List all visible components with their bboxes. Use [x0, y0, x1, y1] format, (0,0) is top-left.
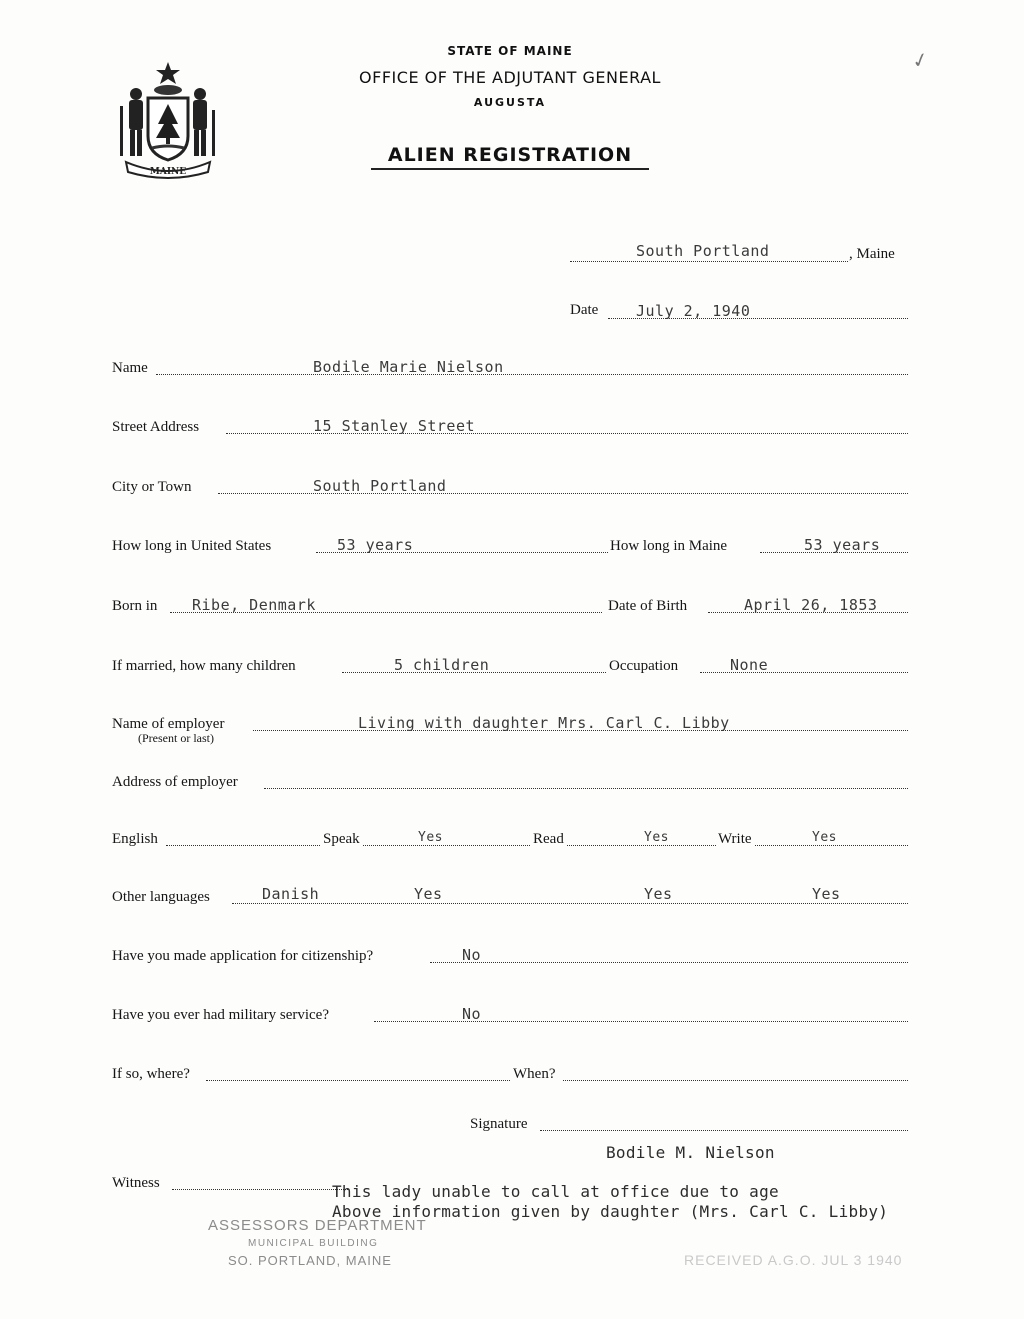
when-dots	[563, 1080, 908, 1081]
place-dots	[570, 261, 848, 262]
street-value: 15 Stanley Street	[313, 417, 476, 435]
header-office: OFFICE OF THE ADJUTANT GENERAL	[359, 68, 661, 87]
place-value: South Portland	[636, 242, 770, 260]
maine-years-value: 53 years	[804, 536, 881, 554]
employer-sublabel: (Present or last)	[138, 731, 214, 745]
signature-value: Bodile M. Nielson	[606, 1143, 775, 1162]
street-label: Street Address	[112, 419, 200, 435]
name-value: Bodile Marie Nielson	[313, 358, 504, 376]
stamp-municipal-building: MUNICIPAL BUILDING	[248, 1238, 379, 1249]
occupation-label: Occupation	[609, 658, 679, 674]
children-label: If married, how many children	[112, 658, 296, 674]
other-languages-speak: Yes	[414, 885, 443, 903]
where-label: If so, where?	[112, 1066, 190, 1082]
military-label: Have you ever had military service?	[112, 1007, 329, 1023]
military-value: No	[462, 1005, 482, 1023]
citizenship-dots	[430, 962, 908, 963]
born-in-value: Ribe, Denmark	[192, 596, 316, 614]
other-languages-write: Yes	[812, 885, 841, 903]
english-write-value: Yes	[812, 830, 837, 845]
place-suffix: , Maine	[849, 246, 895, 262]
when-label: When?	[513, 1066, 556, 1082]
english-speak-label: Speak	[323, 831, 360, 847]
note-line-2: Above information given by daughter (Mrs. Carl C. Libby)	[332, 1202, 889, 1221]
header-state: STATE OF MAINE	[447, 44, 573, 58]
employer-address-dots	[264, 788, 908, 789]
signature-label: Signature	[470, 1116, 528, 1132]
other-languages-label: Other languages	[112, 889, 210, 905]
corner-check-mark: ✓	[909, 48, 932, 74]
name-dots	[156, 374, 908, 375]
dob-value: April 26, 1853	[744, 596, 878, 614]
english-read-label: Read	[533, 831, 564, 847]
date-label: Date	[570, 302, 599, 318]
us-years-value: 53 years	[337, 536, 414, 554]
witness-label: Witness	[112, 1175, 160, 1191]
us-years-label: How long in United States	[112, 538, 272, 554]
occupation-value: None	[730, 656, 769, 674]
note-line-1: This lady unable to call at office due to age	[332, 1182, 779, 1201]
employer-label: Name of employer	[112, 716, 225, 732]
english-write-label: Write	[718, 831, 752, 847]
english-label: English	[112, 831, 158, 847]
other-languages-dots	[232, 903, 908, 904]
witness-dots	[172, 1189, 348, 1190]
seal-ribbon-text: MAINE	[149, 167, 187, 177]
where-dots	[206, 1080, 510, 1081]
signature-dots	[540, 1130, 908, 1131]
military-dots	[374, 1021, 908, 1022]
city-value: South Portland	[313, 477, 447, 495]
citizenship-value: No	[462, 946, 482, 964]
english-speak-value: Yes	[418, 830, 443, 845]
other-languages-read: Yes	[644, 885, 673, 903]
form-title: ALIEN REGISTRATION	[387, 144, 633, 166]
other-languages-value: Danish	[262, 885, 320, 903]
born-in-label: Born in	[112, 598, 158, 614]
english-read-value: Yes	[644, 830, 669, 845]
maine-seal-icon	[112, 58, 224, 180]
children-value: 5 children	[394, 656, 490, 674]
date-value: July 2, 1940	[636, 302, 751, 320]
state-seal	[112, 58, 224, 180]
stamp-assessors-department: ASSESSORS DEPARTMENT	[208, 1217, 427, 1234]
employer-address-label: Address of employer	[112, 774, 238, 790]
stamp-so-portland: SO. PORTLAND, MAINE	[228, 1253, 392, 1268]
name-label: Name	[112, 360, 148, 376]
maine-years-label: How long in Maine	[610, 538, 728, 554]
dob-label: Date of Birth	[608, 598, 688, 614]
citizenship-label: Have you made application for citizenship?	[112, 948, 374, 964]
received-stamp: RECEIVED A.G.O. JUL 3 1940	[684, 1252, 903, 1268]
city-label: City or Town	[112, 479, 192, 495]
title-underline	[371, 168, 649, 170]
employer-value: Living with daughter Mrs. Carl C. Libby	[358, 714, 730, 732]
header-city: AUGUSTA	[473, 96, 547, 109]
